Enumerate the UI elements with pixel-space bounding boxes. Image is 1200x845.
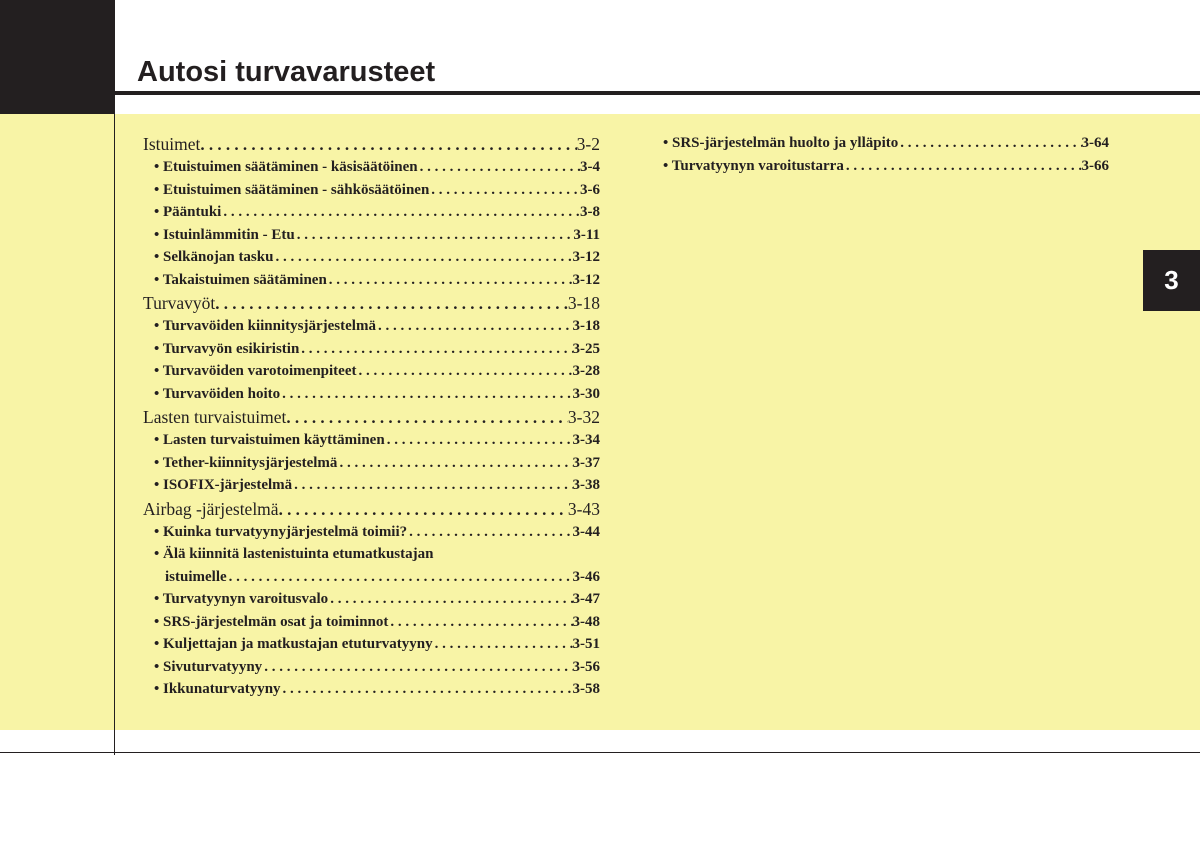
toc-item[interactable]: • Turvavyön esikiristin . . . 3-25 [143, 338, 600, 361]
toc-item[interactable]: • Kuinka turvatyynyjärjestelmä toimii? . . . 3-44 [143, 521, 600, 544]
toc-item[interactable]: • SRS-järjestelmän huolto ja ylläpito . . . 3-64 [663, 132, 1109, 155]
toc-heading-airbag[interactable]: Airbag -järjestelmä . . . 3-43 [143, 497, 600, 521]
toc-item[interactable]: • Turvavöiden varotoimenpiteet . . . 3-28 [143, 360, 600, 383]
chapter-tab[interactable]: 3 [1143, 250, 1200, 311]
title-underline [115, 91, 1200, 95]
toc-item[interactable]: • Turvatyynyn varoitustarra . . . 3-66 [663, 155, 1109, 178]
toc-item[interactable]: • Etuistuimen säätäminen - sähkösäätöinen . . . 3-6 [143, 179, 600, 202]
toc-item[interactable]: • Sivuturvatyyny . . . 3-56 [143, 656, 600, 679]
toc-item[interactable]: • Turvavöiden kiinnitysjärjestelmä . . . 3-18 [143, 315, 600, 338]
toc-item[interactable]: • Pääntuki . . . 3-8 [143, 201, 600, 224]
toc-item[interactable]: • Kuljettajan ja matkustajan etuturvatyyny . . . 3-51 [143, 633, 600, 656]
toc-item[interactable]: • SRS-järjestelmän osat ja toiminnot . . . 3-48 [143, 611, 600, 634]
page-title: Autosi turvavarusteet [137, 56, 436, 88]
toc-item-wrapped-line[interactable]: • Älä kiinnitä lastenistuinta etumatkustajan [154, 546, 434, 562]
toc-item[interactable]: istuimelle . . . 3-46 [143, 566, 600, 589]
toc-item[interactable]: • Turvavöiden hoito . . . 3-30 [143, 383, 600, 406]
toc-item[interactable]: • Selkänojan tasku . . . 3-12 [143, 246, 600, 269]
toc-item[interactable]: • Tether-kiinnitysjärjestelmä . . . 3-37 [143, 452, 600, 475]
toc-heading-lasten[interactable]: Lasten turvaistuimet . . . 3-32 [143, 405, 600, 429]
toc-heading-turvavyot[interactable]: Turvavyöt . . . 3-18 [143, 291, 600, 315]
toc-item[interactable]: • Takaistuimen säätäminen . . . 3-12 [143, 269, 600, 292]
toc-item[interactable]: • Ikkunaturvatyyny . . . 3-58 [143, 678, 600, 701]
toc-heading-istuimet[interactable]: Istuimet . . . 3-2 [143, 132, 600, 156]
toc-item[interactable]: • Turvatyynyn varoitusvalo . . . 3-47 [143, 588, 600, 611]
toc-column-right [663, 132, 1109, 177]
toc-column-left [143, 132, 600, 701]
corner-block [0, 0, 114, 114]
panel-left-rule [114, 114, 115, 730]
toc-item[interactable]: • ISOFIX-järjestelmä . . . 3-38 [143, 474, 600, 497]
bottom-rule [0, 752, 1200, 753]
toc-item[interactable]: • Istuinlämmitin - Etu . . . 3-11 [143, 224, 600, 247]
toc-item[interactable]: • Etuistuimen säätäminen - käsisäätöinen . . . 3-4 [143, 156, 600, 179]
toc-item[interactable]: • Lasten turvaistuimen käyttäminen . . . 3-34 [143, 429, 600, 452]
